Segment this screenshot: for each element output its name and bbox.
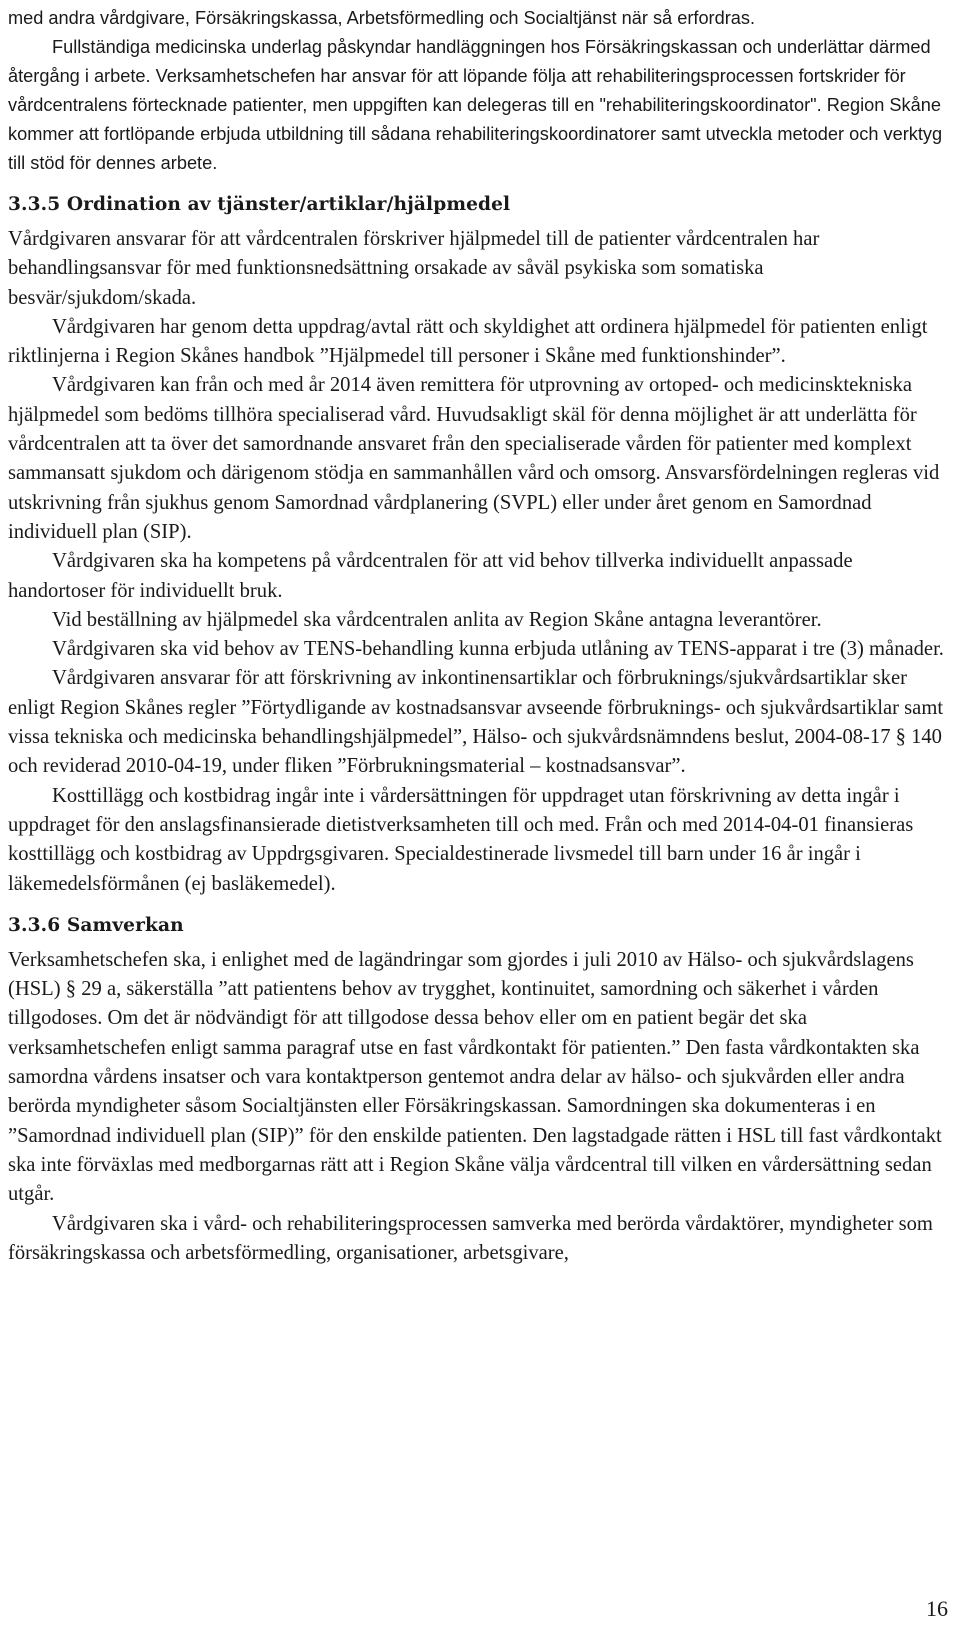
section-335-paragraph-5: Vid beställning av hjälpmedel ska vårdcentralen anlita av Region Skåne antagna leverantörer. <box>52 608 822 631</box>
section-heading-3-3-6: 3.3.6 Samverkan <box>8 914 184 936</box>
document-page <box>8 4 952 1268</box>
section-335-paragraph-2: Vårdgivaren har genom detta uppdrag/avtal rätt och skyldighet att ordinera hjälpmedel för patienten enligt riktlinjerna i Region Skånes handbok ”Hjälpmedel till personer i Skåne med funktionshinder”. <box>8 315 928 368</box>
section-336-paragraph-1: Verksamhetschefen ska, i enlighet med de lagändringar som gjordes i juli 2010 av Hälso- och sjukvårdslagens (HSL) § 29 a, säkerställa ”att patientens behov av trygghet, kontinuitet, samordning och säkerhet i vården tillgodoses. Om det är nödvändigt för att tillgodose dessa behov eller om en patient begär det ska verksamhetschefen enligt samma paragraf utse en fast vårdkontakt för patienten.” Den fasta vårdkontakten ska samordna vårdens insatser och vara kontaktperson gentemot andra delar av hälso- och sjukvården eller andra berörda myndigheter såsom Socialtjänsten eller Försäkringskassan. Samordningen ska dokumenteras i en ”Samordnad individuell plan (SIP)” för den enskilde patienten. Den lagstadgade rätten i HSL till fast vårdkontakt ska inte förväxlas med medborgarnas rätt att i Region Skåne välja vårdcentral till vilken en vårdersättning sedan utgår. <box>8 948 942 1206</box>
section-335-paragraph-8: Kosttillägg och kostbidrag ingår inte i vårdersättningen för uppdraget utan förskrivning av detta ingår i uppdraget för den anslagsfinansierade dietistverksamheten till och med. Från och med 2014-04-01 finansieras kosttillägg och kostbidrag av Uppdrgsgivaren. Specialdestinerade livsmedel till barn under 16 år ingår i läkemedelsförmånen (ej basläkemedel). <box>8 784 914 895</box>
section-335-paragraph-3: Vårdgivaren kan från och med år 2014 även remittera för utprovning av ortoped- och medicinsktekniska hjälpmedel som bedöms tillhöra specialiserad vård. Huvudsakligt skäl för denna möjlighet är att underlätta för vårdcentralen att ta över det samordnande ansvaret från den specialiserade vården för patienter med komplext sammansatt sjukdom och därigenom stödja en sammanhållen vård och omsorg. Ansvarsfördelningen regleras vid utskrivning från sjukhus genom Samordnad vårdplanering (SVPL) eller under året genom en Samordnad individuell plan (SIP). <box>8 374 940 543</box>
section-335-paragraph-4: Vårdgivaren ska ha kompetens på vårdcentralen för att vid behov tillverka individuellt anpassade handortoser för individuellt bruk. <box>8 550 853 602</box>
section-336-paragraph-2: Vårdgivaren ska i vård- och rehabiliteringsprocessen samverka med berörda vårdaktörer, myndigheter som försäkringskassa och arbetsförmedling, organisationer, arbetsgivare, <box>8 1212 933 1264</box>
section-335-paragraph-1: Vårdgivaren ansvarar för att vårdcentralen förskriver hjälpmedel till de patienter vårdcentralen har behandlingsansvar för med funktionsnedsättning orsakade av såväl psykiska som somatiska besvär/sjukdom/skada. <box>8 228 820 309</box>
page-number: 16 <box>926 1596 948 1621</box>
section-335-paragraph-6: Vårdgivaren ska vid behov av TENS-behandling kunna erbjuda utlåning av TENS-apparat i tre (3) månader. <box>52 638 944 661</box>
intro-paragraph-2: Fullständiga medicinska underlag påskyndar handläggningen hos Försäkringskassan och underlättar därmed återgång i arbete. Verksamhetschefen har ansvar för att löpande följa att rehabiliteringsprocessen fortskrider för vårdcentralens förtecknade patienter, men uppgiften kan delegeras till en "rehabiliteringskoordinator". Region Skåne kommer att fortlöpande erbjuda utbildning till sådana rehabiliteringskoordinatorer samt utveckla metoder och verktyg till stöd för dennes arbete. <box>8 37 943 173</box>
section-335-paragraph-7: Vårdgivaren ansvarar för att förskrivning av inkontinensartiklar och förbruknings/sjukvårdsartiklar sker enligt Region Skånes regler ”Förtydligande av kostnadsansvar avseende förbruknings- och sjukvårdsartiklar samt vissa tekniska och medicinska behandlingshjälpmedel”, Hälso- och sjukvårdsnämndens beslut, 2004-08-17 § 140 och reviderad 2010-04-19, under fliken ”Förbrukningsmaterial – kostnadsansvar”. <box>8 667 944 778</box>
intro-paragraph-1: med andra vårdgivare, Försäkringskassa, Arbetsförmedling och Socialtjänst när så erfordras. <box>8 8 756 28</box>
section-heading-3-3-5: 3.3.5 Ordination av tjänster/artiklar/hjälpmedel <box>8 194 511 215</box>
